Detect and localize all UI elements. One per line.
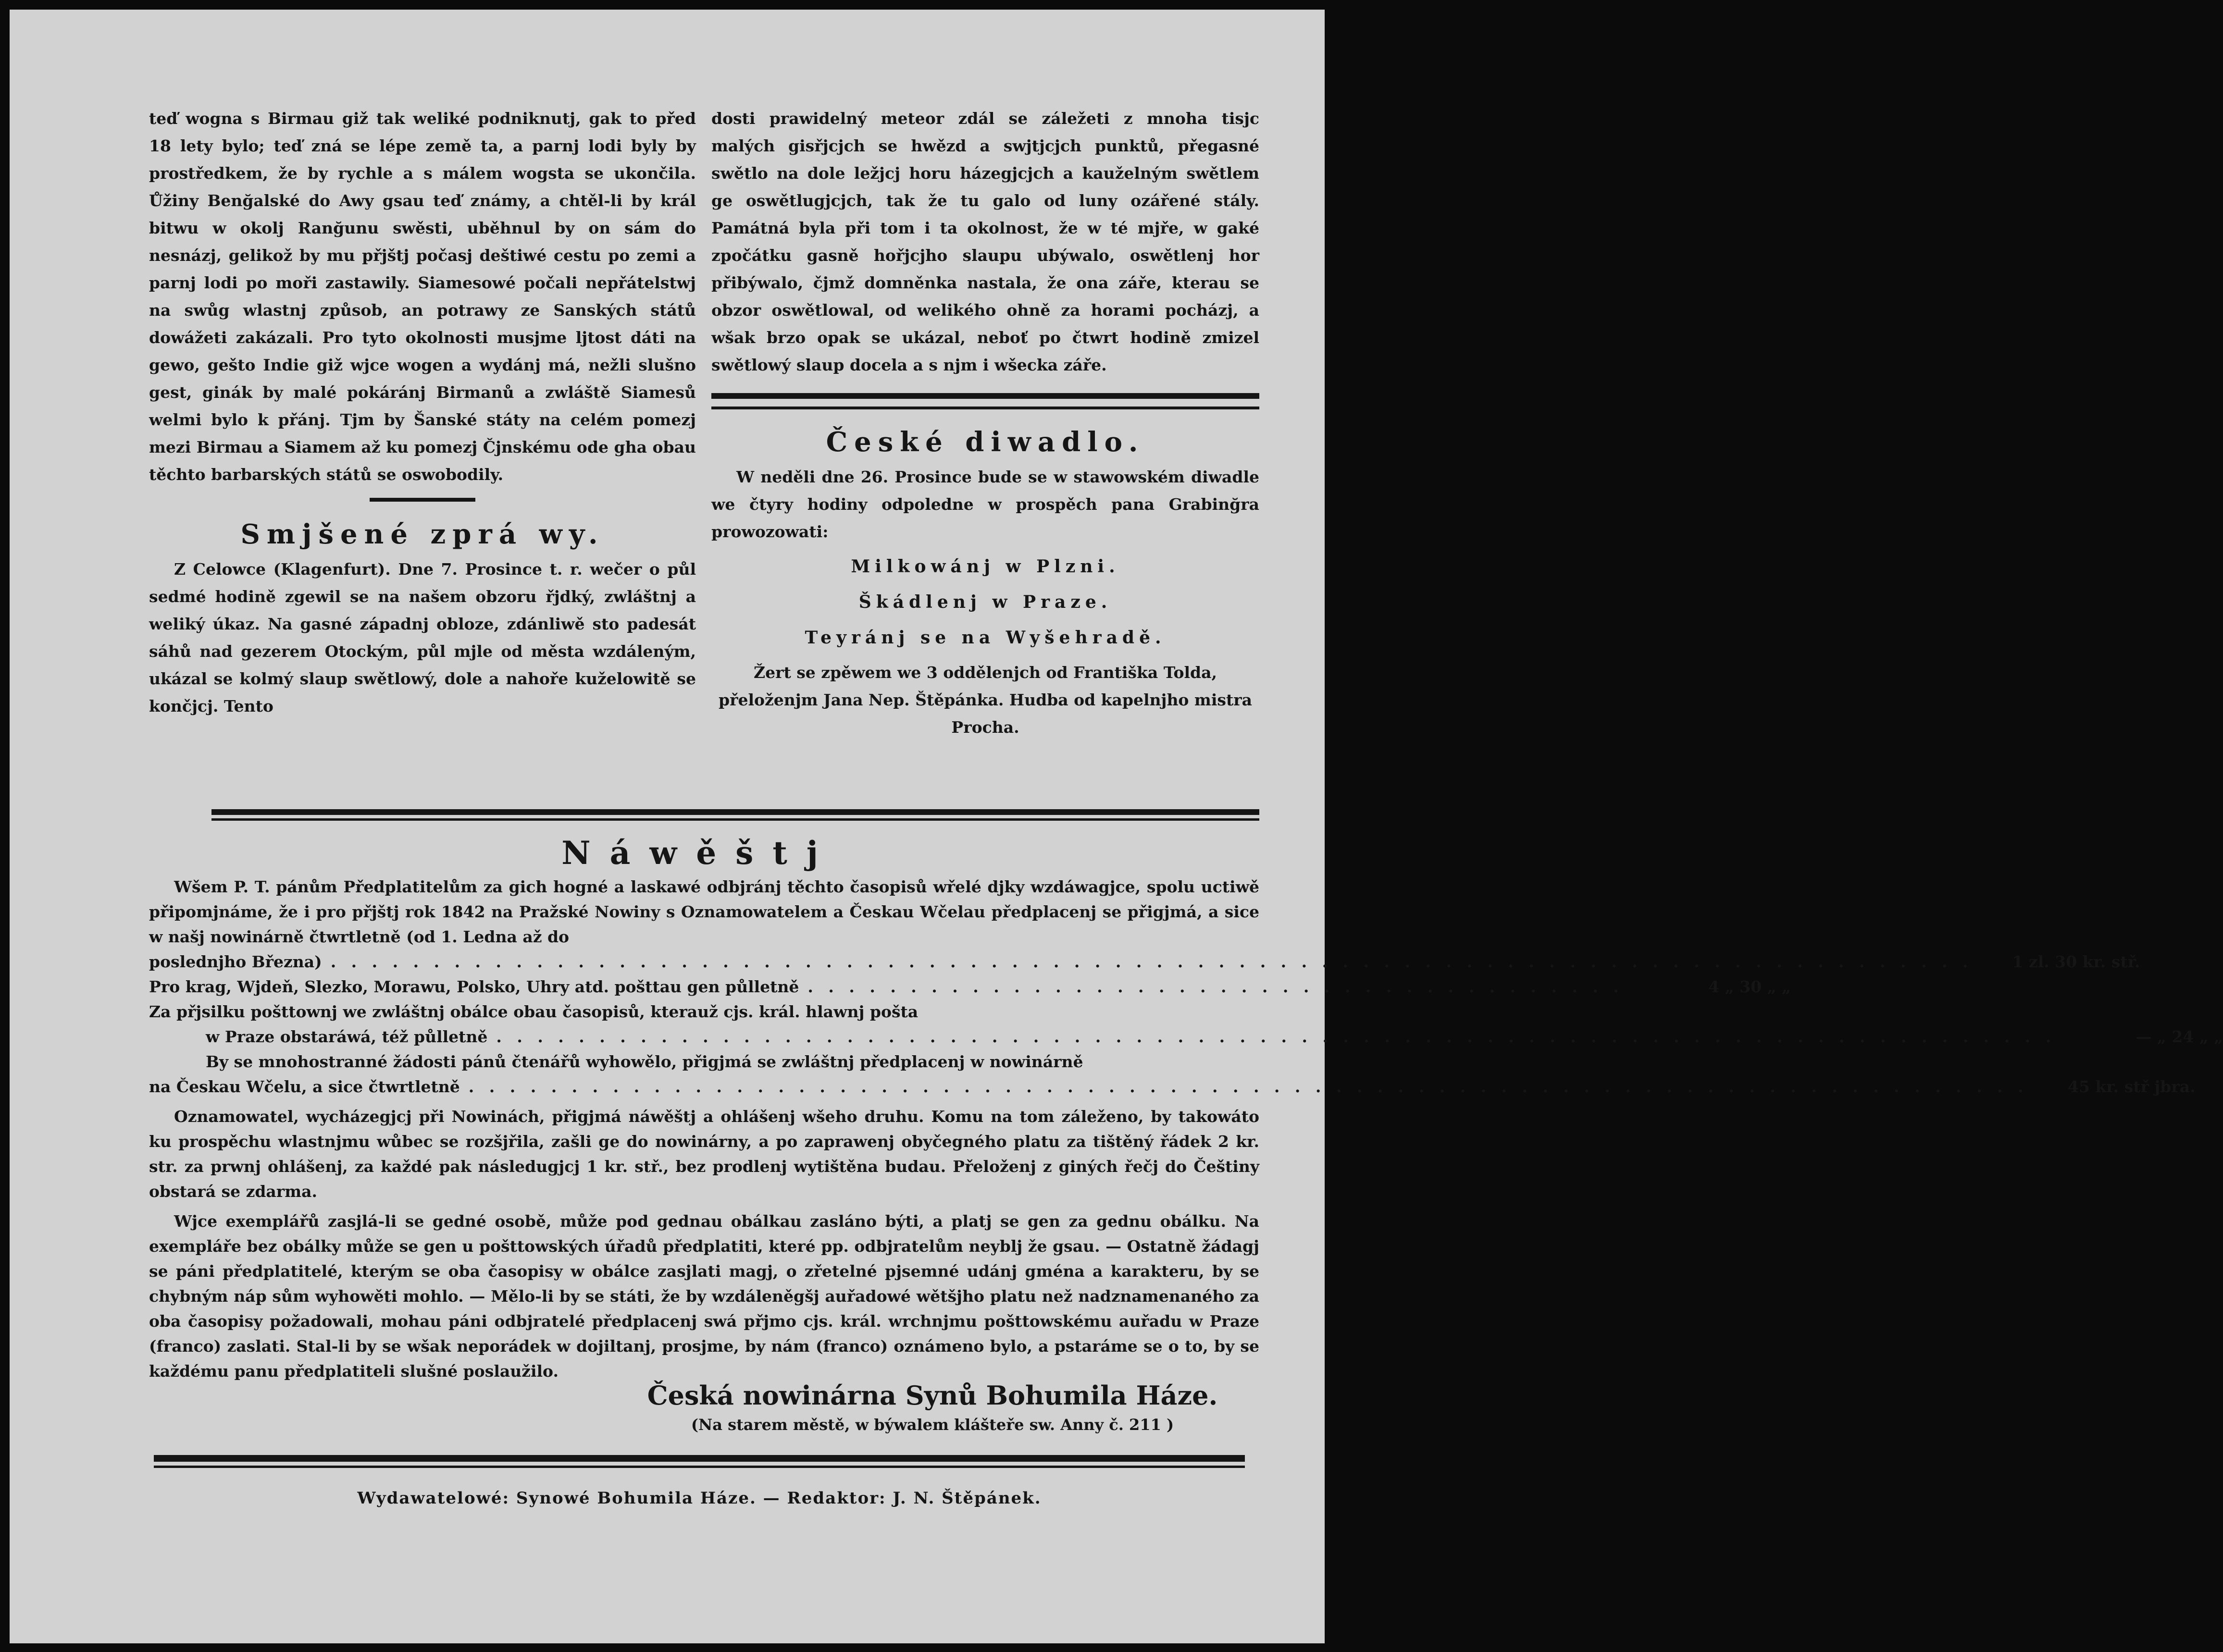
play-credits: Žert se zpěwem we 3 oddělenjch od Františka Tolda, přeloženjm Jana Nep. Štěpánka. Hudba od kapelnjho mistra Procha. — [719, 663, 1252, 737]
price-row-2 — [149, 974, 1791, 999]
notice-title: Náwěštj — [561, 834, 837, 872]
price-row-4-label-a: By se mnohostranné žádosti pánů čtenářů wyhowělo, přigjmá se zwláštnj předplacenj w nowinárně — [206, 1052, 1083, 1071]
notice-copies-paragraph: Wjce exemplářů zasjlá-li se gedné osobě, může pod gednau obálkau zasláno býti, a platj se gen za gednu obálku. Na exempláře bez obálky může se gen u pošttowských úřadů předplatiti, které pp. odbjratelům neyblj že gsau. — Ostatně žádagj se páni předplatitelé, kterým se oba časopisy w obálce zasjlati magj, o zřetelné pjsemné udánj gména a karakteru, by se chybným náp sům wyhowěti mohlo. — Mělo-li by se státi, že by wzdáleněgšj auřadowé wětšjho platu než nadznamenaného za oba časopisy požadowali, mohau páni odbjratelé předplacenj swá přjmo cjs. král. wrchnjmu pošttowskému auřadu w Praze (franco) zaslati. Stal-li by se wšak neporádek w dojiltanj, prosjme, by nám (franco) oznámeno bylo, a pstaráme se o to, by se každému panu předplatiteli slušné poslaužilo. — [149, 1212, 1259, 1381]
footer-rule-thin — [154, 1466, 1245, 1468]
news-report: Z Celowce (Klagenfurt). Dne 7. Prosince t. r. wečer o půl sedmé hodině zgewil se na našem obzoru řjdký, zwláštnj a weliký úkaz. Na gasné západnj obloze, zdánliwě sto padesát sáhů nad gezerem Otockým, půl mjle od města wzdáleným, ukázal se kolmý slaup swětlowý, dole a nahoře kuželowitě se končjcj. Tento — [149, 560, 696, 715]
price-row-2-label: Pro krag, Wjdeň, Slezko, Morawu, Polsko, Uhry atd. pošttau gen půlletně — [149, 977, 799, 996]
price-row-4-value: 45 kr. stř jbra. — [2068, 1077, 2196, 1096]
double-rule-divider — [711, 393, 1259, 409]
right-column — [711, 105, 1259, 741]
notice-advertiser-paragraph: Oznamowatel, wycházegjcj při Nowinách, přigjmá náwěštj a ohlášenj wšeho druhu. Komu na tom záleženo, by takowáto ku prospěchu wlastnjmu wůbec se rozšjřila, zašli ge do nowinárny, a po zaprawenj obyčegného platu za tištěný řádek 2 kr. str. za prwnj ohlášenj, za každé pak následugjcj 1 kr. stř., bez prodlenj wytištěna budau. Přeloženj z giných řečj do Češtiny obstará se zdarma. — [149, 1107, 1259, 1201]
publisher-signature — [644, 1379, 1221, 1438]
footer-rule-thick — [154, 1455, 1245, 1462]
notice-block — [149, 875, 2223, 1384]
section-divider — [370, 498, 475, 502]
price-row-3-label-a: Za přjsilku pošttownj we zwláštnj obálce obau časopisů, kterauž cjs. král. hlawnj pošta — [149, 1002, 919, 1021]
publisher-name: Česká nowinárna Synů Bohumila Háze. — [647, 1380, 1218, 1411]
price-row-4 — [149, 1074, 2196, 1099]
leader-dots: . . . . . . . . . . . . . . . . . . . . . . . . . . . . . . . . . . . . . . . . . . . . . . . . . . . . . . . . . . . . . . . . . . . . . . . . . . . . — [496, 1027, 2056, 1046]
price-row-1-value: 1 zl. 30 kr. stř. — [2012, 952, 2140, 971]
price-row-3-label-b: w Praze obstaráwá, též půlletně — [206, 1027, 488, 1046]
theatre-heading: České diwadlo. — [826, 426, 1145, 458]
price-row-1-label: poslednjho Března) — [149, 952, 322, 971]
left-column — [149, 105, 696, 720]
leader-dots: . . . . . . . . . . . . . . . . . . . . . . . . . . . . . . . . . . . . . . . . — [807, 977, 1624, 996]
price-row-3-value: — „ 24 „ „ — [2136, 1027, 2223, 1046]
price-row-2-value: 4 „ 30 „ „ — [1708, 977, 1791, 996]
price-row-3 — [149, 1024, 2223, 1049]
news-heading: Smjšené zprá wy. — [240, 518, 605, 550]
play-title-3: Teyránj se na Wyšehradě. — [805, 628, 1166, 648]
meteor-continuation: dosti prawidelný meteor zdál se záležeti z mnoha tisjc malých gisřjcjch se hwězd a swjtjcjch punktů, přegasné swětlo na dole ležjcj horu házegjcjch a kauželným swětlem ge oswětlugjcjch, tak že tu galo od luny ozářené stály. Památná byla při tom i ta okolnost, že w té mjře, w gaké zpočátku gasně hořjcjho slaupu ubýwalo, oswětlenj hor přibýwalo, čjmž domněnka nastala, že ona záře, kterau se obzor oswětlowal, od welikého ohně za horami pocházj, a wšak brzo opak se ukázal, neboť po čtwrt hodině zmizel swětlowý slaup docela a s njm i wšecka záře. — [711, 109, 1259, 374]
theatre-intro: W neděli dne 26. Prosince bude se w stawowském diwadle we čtyry hodiny odpoledne w prospěch pana Grabinğra prowozowati: — [711, 468, 1259, 541]
left-article-continuation: teď wogna s Birmau giž tak weliké podniknutj, gak to před 18 lety bylo; teď zná se lépe země ta, a parnj lodi byly by prostředkem, že by rychle a s málem wogsta se ukončila. Ůžiny Benğalské do Awy gsau teď známy, a chtěl-li by král bitwu w okolj Ranğunu swěsti, uběhnul by on sám do nesnázj, gelikož by mu přjštj počasj deštiwé cestu po zemi a parnj lodi po moři zastawily. Siamesowé počali nepřátelstwj na swůg wlastnj způsob, an potrawy ze Sanských států dowážeti zakázali. Pro tyto okolnosti musjme ljtost dáti na gewo, gešto Indie giž wjce wogen a wydánj má, nežli slušno gest, ginák by malé pokáránj Birmanů a zwláště Siamesů welmi bylo k přánj. Tjm by Šanské státy na celém pomezj mezi Birmau a Siamem až ku pomezj Čjnskému ode gha obau těchto barbarských států se oswobodily. — [149, 109, 696, 484]
notice-intro: Wšem P. T. pánům Předplatitelům za gich hogné a laskawé odbjránj těchto časopisů wřelé djky wzdáwagjce, spolu uctiwě připomjnáme, že i pro přjštj rok 1842 na Pražské Nowiny s Oznamowatelem a Českau Wčelau předplacenj se přigjmá, a sice w našj nowinárně čtwrtletně (od 1. Ledna až do — [149, 877, 1259, 946]
play-title-1: Milkowánj w Plzni. — [851, 556, 1120, 577]
price-row-1 — [149, 949, 2140, 974]
notice-top-rule-thin — [211, 818, 1259, 821]
play-title-2: Škádlenj w Praze. — [858, 592, 1112, 612]
price-row-4-label-b: na Českau Wčelu, a sice čtwrtletně — [149, 1077, 460, 1096]
notice-top-rule — [211, 809, 1259, 815]
imprint-footer: Wydawatelowé: Synowé Bohumila Háze. — Redaktor: J. N. Štěpánek. — [357, 1489, 1042, 1508]
publisher-address: (Na starem městě, w býwalem klášteře sw. Anny č. 211 ) — [691, 1416, 1174, 1434]
leader-dots: . . . . . . . . . . . . . . . . . . . . . . . . . . . . . . . . . . . . . . . . . . . . . . . . . . . . . . . . . . . . . . . . . . . . . . . . . . . . — [468, 1077, 2028, 1096]
leader-dots: . . . . . . . . . . . . . . . . . . . . . . . . . . . . . . . . . . . . . . . . . . . . . . . . . . . . . . . . . . . . . . . . . . . . . . . . . . . . . . . . — [330, 952, 1973, 971]
